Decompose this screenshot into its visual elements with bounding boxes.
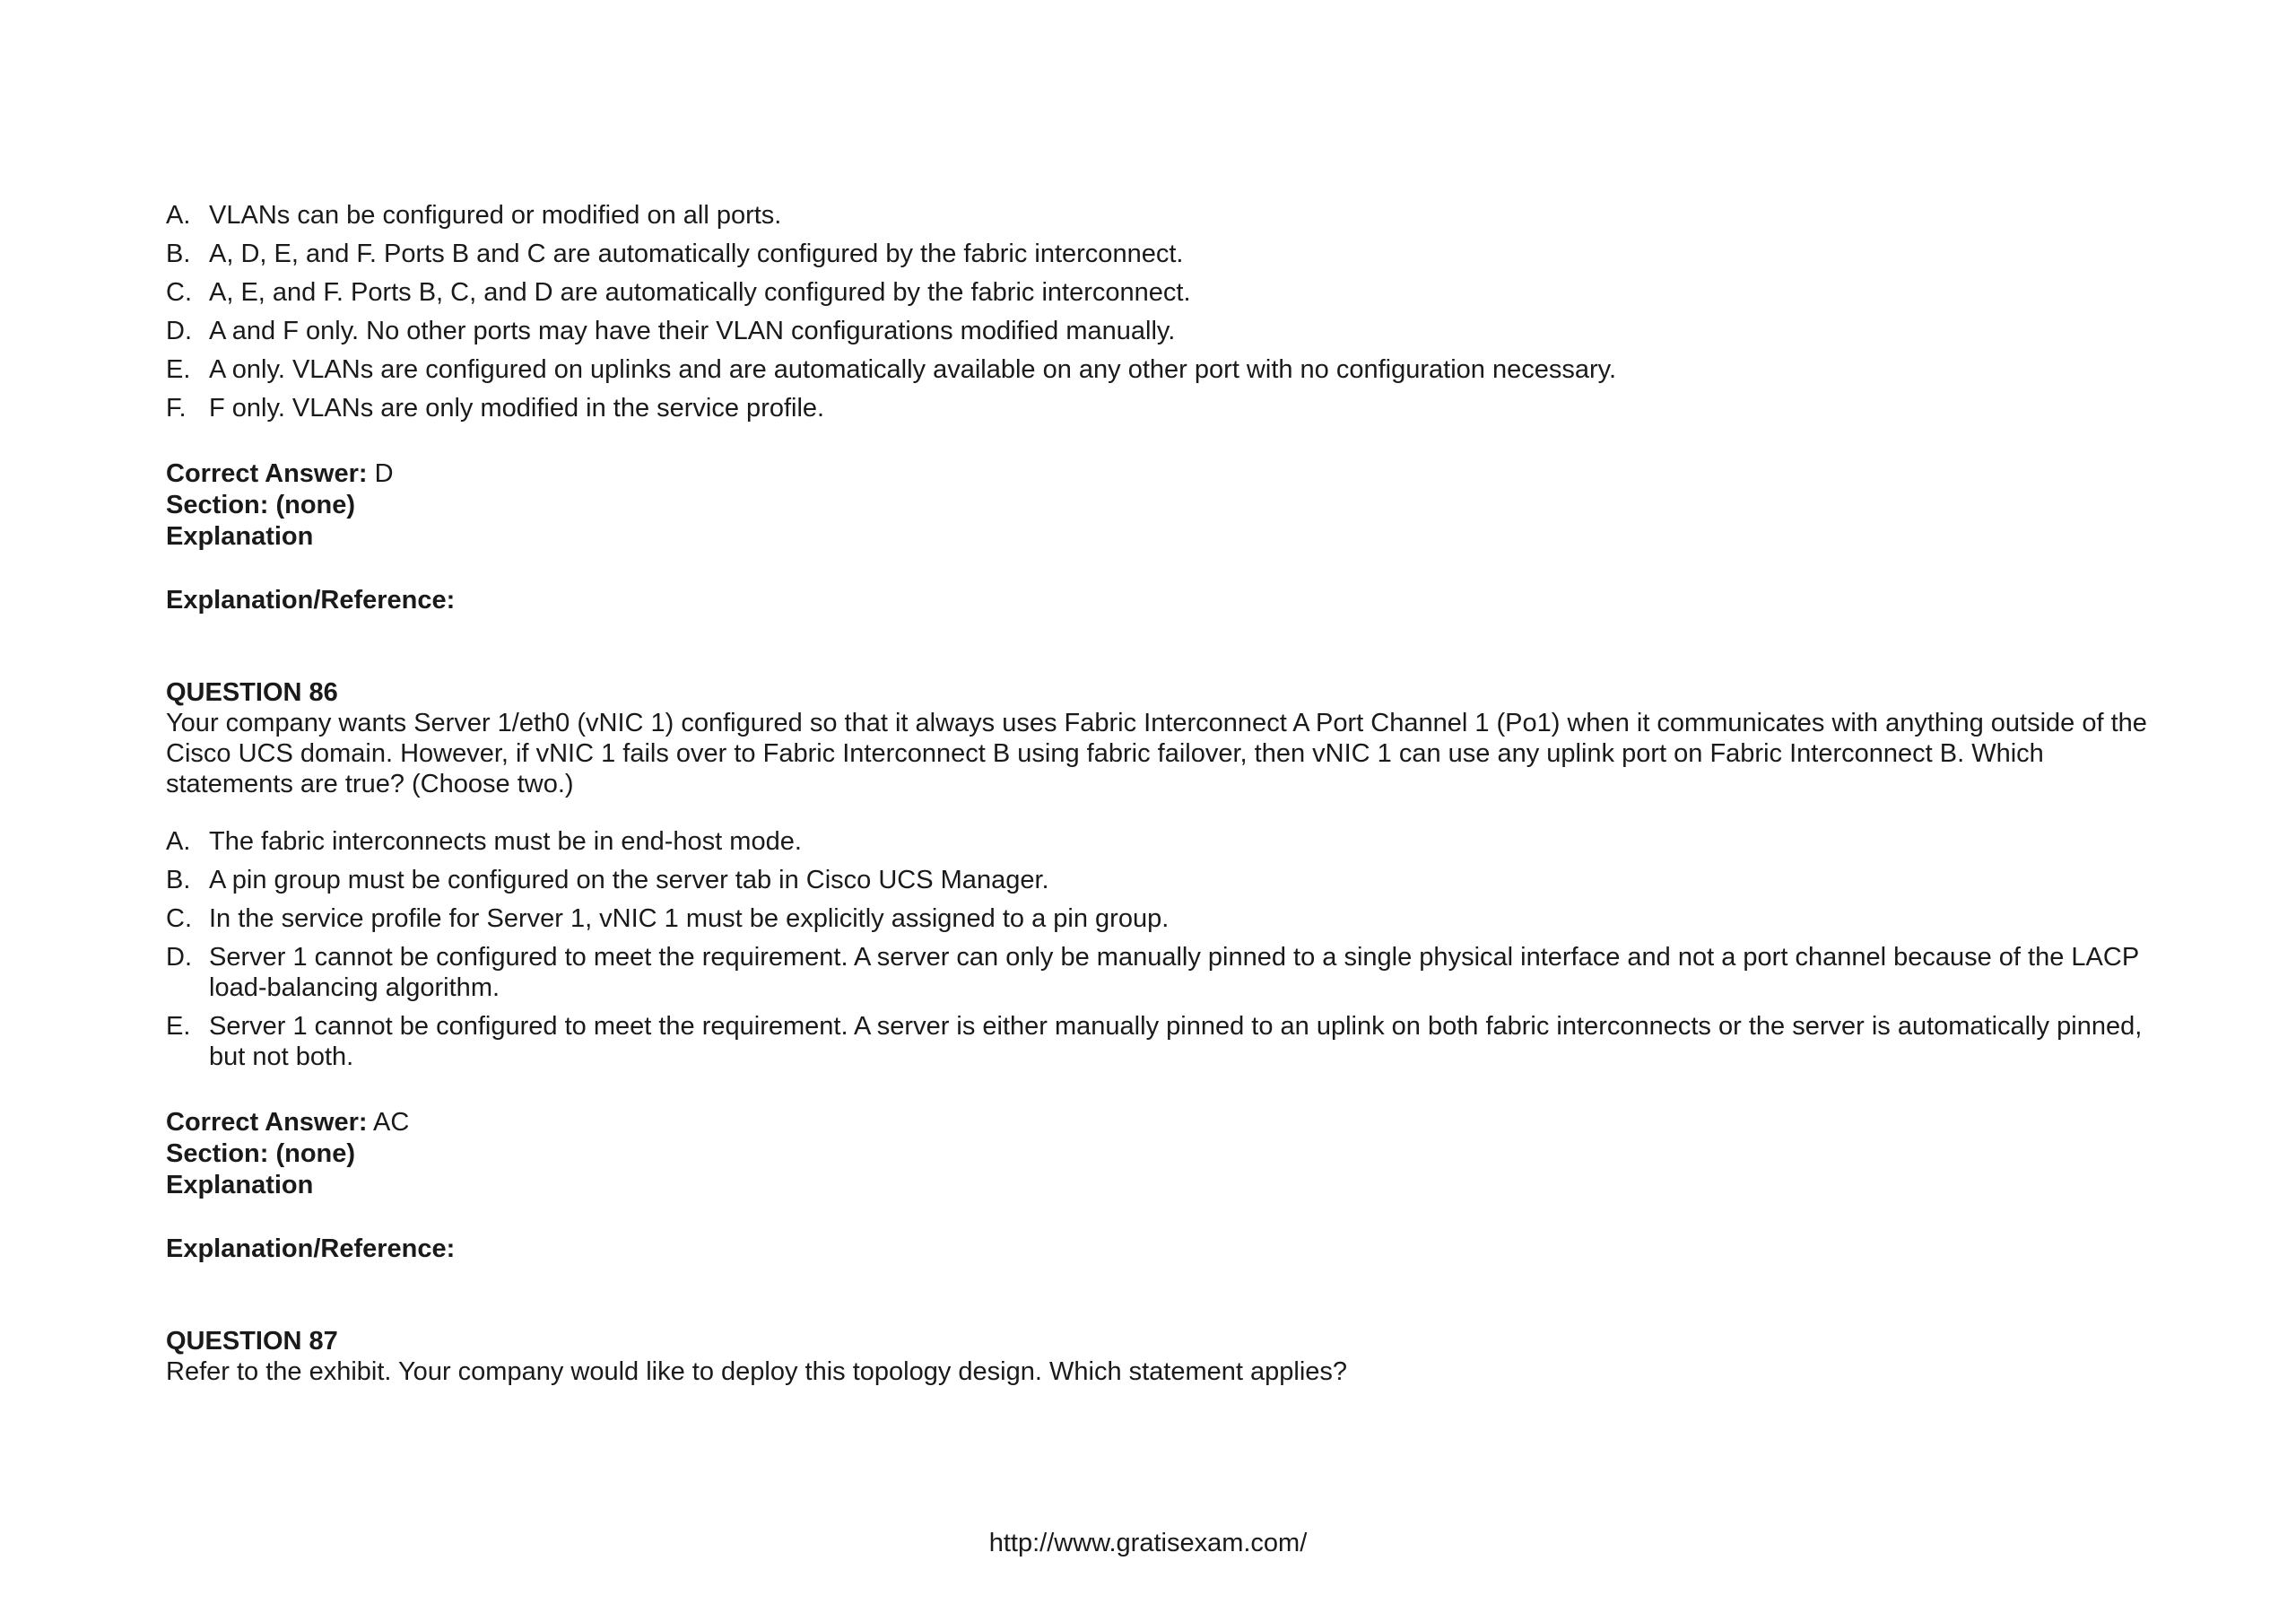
q86-option-c [166,903,2175,934]
option-letter: A. [166,827,191,856]
q85-option-d [166,316,2175,346]
q86-section: Section: (none) [166,1139,356,1168]
option-letter: D. [166,943,192,972]
q85-option-a [166,200,2175,231]
option-letter: E. [166,355,191,384]
spacer [166,432,2175,458]
spacer [166,1265,2175,1326]
option-text: In the service profile for Server 1, vNIC 1 must be explicitly assigned to a pin group. [209,904,1170,933]
option-text: A pin group must be configured on the server tab in Cisco UCS Manager. [209,866,1049,894]
q85-explanation: Explanation [166,522,314,551]
q86-correct-answer [166,1107,2175,1138]
option-text: A only. VLANs are configured on uplinks and are automatically available on any other port with no configuration necessary. [209,355,1617,384]
q85-option-b [166,239,2175,269]
q86-option-e [166,1011,2175,1072]
option-text: VLANs can be configured or modified on all ports. [209,201,782,230]
q86-options [166,826,2175,1072]
spacer [166,616,2175,677]
q86-title: QUESTION 86 [166,678,338,707]
q85-option-e [166,354,2175,385]
option-letter: F. [166,394,187,423]
q86-option-d [166,942,2175,1003]
spacer [166,553,2175,585]
option-text: A, E, and F. Ports B, C, and D are automatically configured by the fabric interconnect. [209,278,1191,307]
option-letter: B. [166,240,191,268]
option-text: The fabric interconnects must be in end-host mode. [209,827,802,856]
q85-section: Section: (none) [166,491,356,519]
q86-option-b [166,865,2175,895]
q86-option-a [166,826,2175,857]
option-letter: C. [166,904,192,933]
q87-title: QUESTION 87 [166,1327,338,1356]
option-letter: D. [166,317,192,345]
option-letter: E. [166,1012,191,1041]
q86-explanation: Explanation [166,1171,314,1199]
q85-options [166,200,2175,423]
option-letter: A. [166,201,191,230]
q87-body: Refer to the exhibit. Your company would like to deploy this topology design. Which statement applies? [166,1357,1348,1386]
option-text: F only. VLANs are only modified in the service profile. [209,394,825,423]
q85-correct-answer [166,458,2175,490]
option-text: Server 1 cannot be configured to meet the requirement. A server is either manually pinned to an uplink on both fabric interconnects or the server is automatically pinned, but not both. [209,1012,2143,1071]
footer-url: http://www.gratisexam.com/ [988,1529,1308,1557]
q85-option-c [166,277,2175,308]
option-text: Server 1 cannot be configured to meet the requirement. A server can only be manually pinned to a single physical interface and not a port channel because of the LACP load-balancing algorithm. [209,943,2139,1002]
option-letter: C. [166,278,192,307]
page-content [166,200,2175,1387]
option-letter: B. [166,866,191,894]
q85-option-f [166,393,2175,423]
option-text: A and F only. No other ports may have their VLAN configurations modified manually. [209,317,1176,345]
q86-explanation-reference: Explanation/Reference: [166,1234,456,1263]
answer-value: D [374,459,394,488]
q86-body: Your company wants Server 1/eth0 (vNIC 1) configured so that it always uses Fabric Interconnect A Port Channel 1 (Po1) when it communicates with anything outside of the Cisco UCS domain. However, if vNIC 1 fails over to Fabric Interconnect B using fabric failover, then vNIC 1 can use any uplink port on Fabric Interconnect B. Which statements are true? (Choose two.) [166,709,2147,798]
spacer [166,1201,2175,1234]
answer-label: Correct Answer: [166,459,368,488]
answer-value: AC [373,1108,410,1137]
q85-explanation-reference: Explanation/Reference: [166,586,456,615]
answer-label: Correct Answer: [166,1108,368,1137]
spacer [166,1080,2175,1107]
option-text: A, D, E, and F. Ports B and C are automatically configured by the fabric interconnect. [209,240,1184,268]
spacer [166,799,2175,826]
